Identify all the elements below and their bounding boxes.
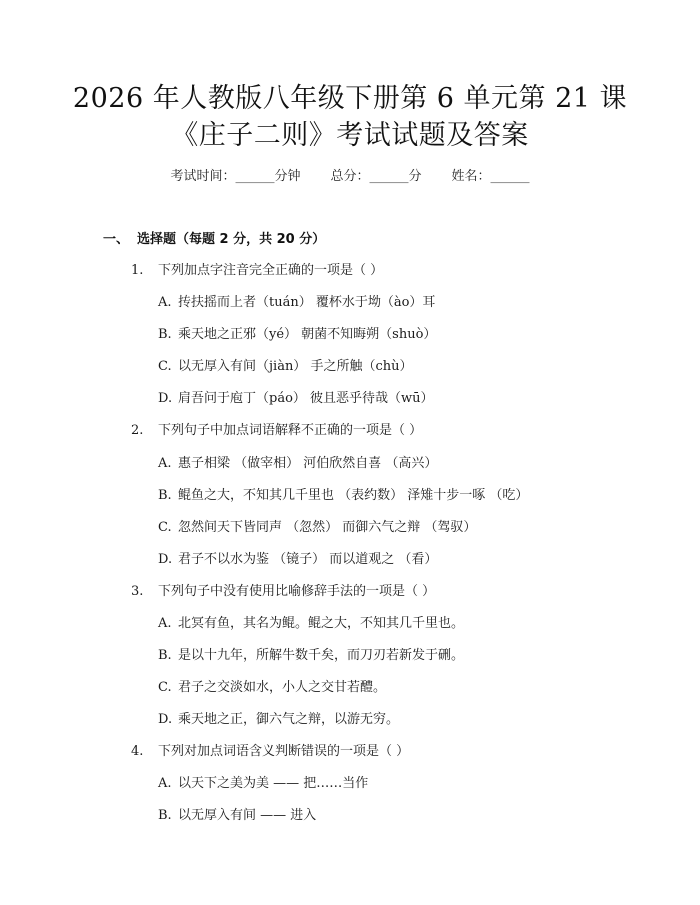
exam-info-row (0, 168, 700, 186)
option-text: 忽然间天下皆同声 （忽然） 而御六气之辩 （驾驭） (178, 520, 477, 535)
option-text: 是以十九年，所解牛数千矣，而刀刃若新发于硎。 (178, 648, 465, 663)
exam-title-line-2: 《庄子二则》考试试题及答案 (171, 120, 529, 151)
question-text: 下列句子中没有使用比喻修辞手法的一项是（ ） (158, 584, 436, 599)
option-letter: C. (158, 520, 172, 535)
question-3-option-d (158, 711, 399, 729)
option-letter: A. (158, 295, 172, 310)
option-letter: B. (158, 327, 172, 342)
question-2-stem (131, 422, 422, 440)
option-text: 肩吾问于庖丁（páo） 彼且恶乎待哉（wū） (178, 391, 434, 406)
option-letter: C. (158, 680, 172, 695)
question-3-stem (131, 583, 435, 601)
question-3-option-c (158, 679, 386, 697)
option-text: 以无厚入有间 —— 进入 (178, 808, 317, 823)
section-title: 选择题（每题 2 分，共 20 分） (137, 232, 326, 247)
section-number: 一、 (103, 232, 130, 247)
option-text: 抟扶摇而上者（tuán） 覆杯水于坳（ào）耳 (178, 295, 436, 310)
option-text: 乘天地之正，御六气之辩，以游无穷。 (178, 712, 400, 727)
question-1-option-c (158, 358, 412, 376)
question-2-option-a (158, 455, 437, 473)
question-1-option-a (158, 294, 435, 312)
question-3-option-a (158, 615, 464, 633)
option-text: 惠子相梁 （做宰相） 河伯欣然自喜 （高兴） (178, 456, 438, 471)
option-text: 乘天地之正邪（yé） 朝菌不知晦朔（shuò） (178, 327, 437, 342)
exam-time-field: 考试时间：______分钟 (170, 169, 301, 184)
option-letter: D. (158, 391, 173, 406)
option-letter: C. (158, 359, 172, 374)
question-1-stem (131, 262, 383, 280)
student-name-field: 姓名：______ (451, 169, 530, 184)
option-text: 君子之交淡如水，小人之交甘若醴。 (178, 680, 387, 695)
question-1-option-d (158, 390, 434, 408)
option-letter: A. (158, 456, 172, 471)
option-letter: A. (158, 616, 172, 631)
question-number: 2. (131, 423, 144, 438)
option-text: 君子不以水为鉴 （镜子） 而以道观之 （看） (178, 552, 438, 567)
question-2-option-c (158, 519, 476, 537)
section-heading (103, 231, 325, 249)
option-text: 以天下之美为美 —— 把……当作 (178, 776, 369, 791)
question-3-option-b (158, 647, 464, 665)
option-letter: B. (158, 808, 172, 823)
question-text: 下列句子中加点词语解释不正确的一项是（ ） (158, 423, 423, 438)
option-letter: A. (158, 776, 172, 791)
question-2-option-d (158, 551, 437, 569)
question-2-option-b (158, 487, 528, 505)
question-text: 下列对加点词语含义判断错误的一项是（ ） (158, 744, 410, 759)
option-text: 北冥有鱼，其名为鲲。鲲之大，不知其几千里也。 (178, 616, 465, 631)
option-letter: B. (158, 648, 172, 663)
option-letter: B. (158, 488, 172, 503)
option-letter: D. (158, 552, 173, 567)
option-letter: D. (158, 712, 173, 727)
question-4-option-b (158, 807, 316, 825)
question-4-stem (131, 743, 409, 761)
question-1-option-b (158, 326, 436, 344)
exam-title-line-1: 2026 年人教版八年级下册第 6 单元第 21 课 (72, 83, 628, 114)
option-text: 以无厚入有间（jiàn） 手之所触（chù） (178, 359, 413, 374)
total-score-field: 总分：______分 (330, 169, 422, 184)
question-4-option-a (158, 775, 368, 793)
question-number: 1. (131, 263, 144, 278)
question-number: 3. (131, 584, 144, 599)
question-text: 下列加点字注音完全正确的一项是（ ） (158, 263, 384, 278)
option-text: 鲲鱼之大，不知其几千里也 （表约数） 泽雉十步一啄 （吃） (178, 488, 529, 503)
question-number: 4. (131, 744, 144, 759)
